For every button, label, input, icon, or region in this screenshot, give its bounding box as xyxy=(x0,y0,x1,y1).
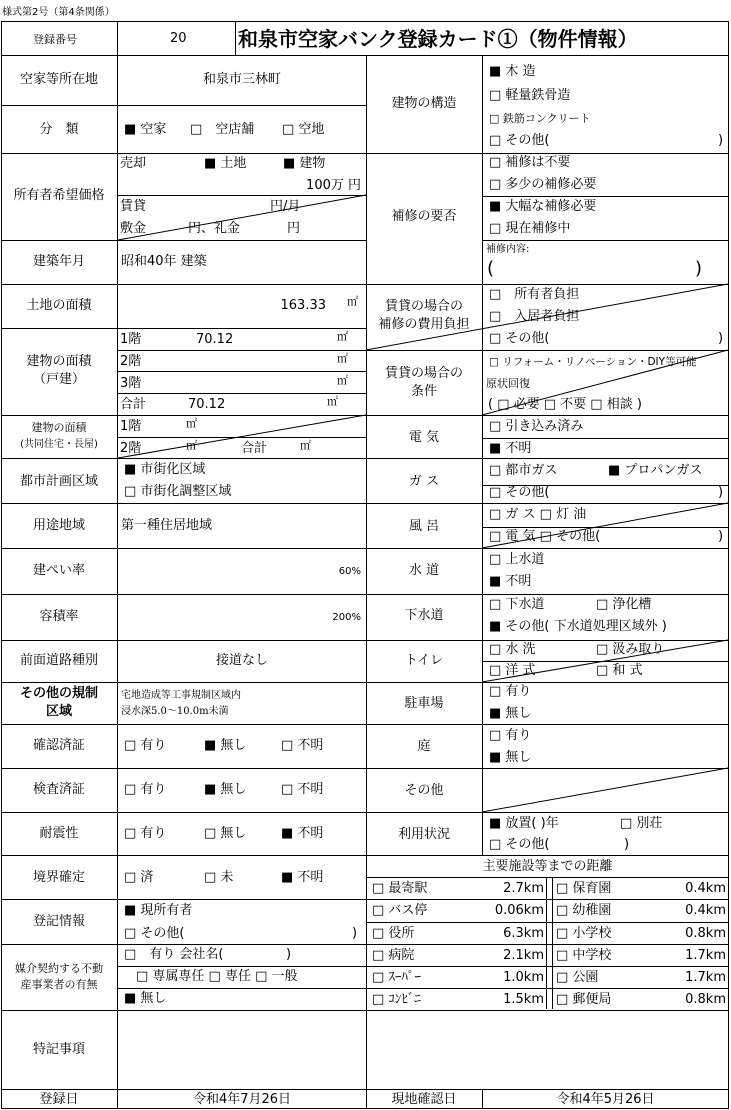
garden-opt2: ■ 無し xyxy=(489,750,532,765)
repair-opt3: ■ 大幅な補修必要 xyxy=(489,199,597,214)
gas-opt2: □ その他( xyxy=(489,485,550,500)
seismic-opt3: ■ 不明 xyxy=(281,826,324,841)
dist-a-value: 2.7km xyxy=(503,881,544,896)
other-reg-label1: その他の規制 xyxy=(19,686,98,701)
dist-b-label: □ 郵便局 xyxy=(556,992,612,1007)
repair-open: ( xyxy=(487,258,495,279)
broker-label1: 媒介契約する不動 xyxy=(15,962,103,975)
coverage-value: 60% xyxy=(338,566,361,577)
electric-opt2: ■ 不明 xyxy=(489,441,532,456)
dist-a-label: □ バス停 xyxy=(372,903,428,918)
dist-b-value: 0.8km xyxy=(685,992,726,1007)
reg-date-label: 登録日 xyxy=(39,1092,79,1107)
parking-opt1: □ 有り xyxy=(489,684,532,699)
total-value: 70.12 xyxy=(188,397,226,412)
total-label: 合計 xyxy=(120,397,147,412)
seismic-opt1: □ 有り xyxy=(124,826,167,841)
electric-opt1: □ 引き込み済み xyxy=(489,419,584,434)
location-value: 和泉市三林町 xyxy=(202,72,281,87)
other-label: その他 xyxy=(404,783,444,798)
structure-opt2: □ 軽量鉄骨造 xyxy=(489,88,571,103)
built-label: 建築年月 xyxy=(32,254,85,269)
rent-cond-label1: 賃貸の場合の xyxy=(384,366,463,381)
bath-opt1: □ ガ ス □ 灯 油 xyxy=(489,507,587,522)
bath-close: ) xyxy=(718,529,724,544)
gas-opt1: □ 都市ガス xyxy=(489,463,558,478)
toilet-opt1: □ 水 洗 xyxy=(489,642,536,657)
road-label: 前面道路種別 xyxy=(19,653,98,668)
registration-label: 登記情報 xyxy=(32,914,85,929)
distances-title: 主要施設等までの距離 xyxy=(482,859,613,874)
land-area-value: 163.33 xyxy=(280,298,326,313)
floor2-unit: ㎡ xyxy=(337,352,348,365)
repair-cost-label2: 補修の費用負担 xyxy=(378,317,470,332)
registration-opt2: □ その他( xyxy=(124,926,185,941)
inspect-label: 検査済証 xyxy=(32,782,85,797)
far-value: 200% xyxy=(332,612,361,623)
shared-floor1: 1階 xyxy=(120,419,142,434)
rent-cond-opt2: 原状回復 xyxy=(486,377,530,390)
site-date-label: 現地確認日 xyxy=(391,1092,457,1107)
other-reg-line2: 浸水深5.0～10.0m未満 xyxy=(121,706,229,717)
floor1-value: 70.12 xyxy=(196,332,234,347)
city-planning-opt1: ■ 市街化区域 xyxy=(124,462,206,477)
inspect-opt1: □ 有り xyxy=(124,782,167,797)
dist-a-label: □ 最寄駅 xyxy=(372,881,428,896)
toilet-label: トイレ xyxy=(404,653,444,668)
usage-label: 利用状況 xyxy=(397,827,450,842)
far-label: 容積率 xyxy=(39,609,79,624)
usage-opt2: □ その他( xyxy=(489,837,550,852)
sewer-opt1: □ 下水道 xyxy=(489,597,545,612)
boundary-opt2: □ 未 xyxy=(204,870,234,885)
dist-a-label: □ 病院 xyxy=(372,948,415,963)
land-area-unit: ㎡ xyxy=(347,295,358,308)
parking-opt2: ■ 無し xyxy=(489,706,532,721)
class-vacant-store: □ 空店舗 xyxy=(190,122,255,137)
reg-no-value: 20 xyxy=(170,31,187,46)
toilet-opt2: □ 洋 式 xyxy=(489,663,536,678)
boundary-opt3: ■ 不明 xyxy=(281,870,324,885)
dist-b-label: □ 公園 xyxy=(556,970,599,985)
floor1-label: 1階 xyxy=(120,332,142,347)
repair-cost-close: ) xyxy=(718,331,724,346)
class-vacant-house: ■ 空家 xyxy=(124,122,167,137)
dist-a-label: □ ｽｰﾊﾟｰ xyxy=(372,970,421,985)
confirm-opt2: ■ 無し xyxy=(204,738,247,753)
broker-opt1: □ 有り 会社名( xyxy=(124,947,224,962)
rent-cond-label2: 条件 xyxy=(410,384,437,399)
water-opt2: ■ 不明 xyxy=(489,574,532,589)
structure-opt1: ■ 木 造 xyxy=(489,64,536,79)
other-reg-label2: 区域 xyxy=(45,704,72,719)
dist-b-label: □ 保育園 xyxy=(556,881,612,896)
confirm-opt3: □ 不明 xyxy=(281,738,324,753)
built-value: 昭和40年 建築 xyxy=(121,254,207,269)
repair-opt2: □ 多少の補修必要 xyxy=(489,177,597,192)
dist-a-value: 6.3km xyxy=(503,926,544,941)
gas-label: ガ ス xyxy=(408,474,440,489)
structure-opt4: □ その他( xyxy=(489,133,550,148)
zoning-label: 用途地域 xyxy=(32,518,85,533)
dist-b-value: 1.7km xyxy=(685,948,726,963)
other-reg-line1: 宅地造成等工事規制区域内 xyxy=(121,690,241,701)
repair-cost-opt3: □ その他( xyxy=(489,331,550,346)
repair-close: ) xyxy=(695,258,703,279)
location-label: 空家等所在地 xyxy=(19,72,98,87)
shared-floor2: 2階 xyxy=(120,441,142,456)
toilet-opt1b: □ 汲み取り xyxy=(596,642,665,657)
dist-b-value: 0.8km xyxy=(685,926,726,941)
gas-opt1b: ■ プロパンガス xyxy=(608,463,703,478)
dist-b-label: □ 小学校 xyxy=(556,926,612,941)
registration-opt1: ■ 現所有者 xyxy=(124,903,193,918)
price-key-unit: 円 xyxy=(287,221,301,236)
rent-cond-opt3: ( □ 必要 □ 不要 □ 相談 ) xyxy=(488,397,642,412)
dist-a-value: 1.0km xyxy=(503,970,544,985)
form-title: 和泉市空家バンク登録カード①（物件情報） xyxy=(238,27,638,51)
price-amount: 100万 円 xyxy=(306,178,361,193)
structure-close: ) xyxy=(718,133,724,148)
repair-opt4: □ 現在補修中 xyxy=(489,221,571,236)
dist-a-label: □ ｺﾝﾋﾞﾆ xyxy=(372,992,421,1007)
shared-total-unit: ㎡ xyxy=(300,439,311,452)
boundary-label: 境界確定 xyxy=(32,870,85,885)
broker-label2: 産事業者の有無 xyxy=(20,978,98,991)
parking-label: 駐車場 xyxy=(404,696,444,711)
shared-area-label: 建物の面積 xyxy=(31,421,87,434)
gas-close: ) xyxy=(718,485,724,500)
garden-opt1: □ 有り xyxy=(489,728,532,743)
reg-no-label: 登録番号 xyxy=(33,33,77,46)
usage-opt1: ■ 放置( )年 xyxy=(489,816,559,831)
road-value: 接道なし xyxy=(215,653,268,668)
bath-opt2: □ 電 気 □ その他( xyxy=(489,529,601,544)
rent-cond-opt1: □ リフォーム・リノベーション・DIY等可能 xyxy=(489,356,697,368)
usage-close: ) xyxy=(624,837,630,852)
price-label: 所有者希望価格 xyxy=(13,188,105,203)
inspect-opt3: □ 不明 xyxy=(281,782,324,797)
dist-a-value: 2.1km xyxy=(503,948,544,963)
dist-b-label: □ 中学校 xyxy=(556,948,612,963)
repair-detail-label: 補修内容: xyxy=(486,244,530,255)
repair-opt1: □ 補修は不要 xyxy=(489,155,571,170)
site-date-value: 令和4年5月26日 xyxy=(556,1092,655,1107)
price-sale: 売却 xyxy=(120,156,147,171)
sewer-opt2: ■ その他( 下水道処理区域外 ) xyxy=(489,619,667,634)
structure-opt3: □ 鉄筋コンクリート xyxy=(489,112,591,125)
dist-b-value: 0.4km xyxy=(685,903,726,918)
notes-label: 特記事項 xyxy=(32,1042,85,1057)
floor3-unit: ㎡ xyxy=(337,374,348,387)
repair-cost-label1: 賃貸の場合の xyxy=(384,299,463,314)
price-deposit-unit: 円、礼金 xyxy=(188,221,241,236)
building-area-sub: （戸建） xyxy=(32,372,85,387)
broker-close: ) xyxy=(286,947,292,962)
seismic-label: 耐震性 xyxy=(39,826,79,841)
class-vacant-land: □ 空地 xyxy=(282,122,325,137)
inspect-opt2: ■ 無し xyxy=(204,782,247,797)
floor3-label: 3階 xyxy=(120,376,142,391)
dist-b-value: 0.4km xyxy=(685,881,726,896)
price-building: ■ 建物 xyxy=(283,156,326,171)
usage-opt1b: □ 別荘 xyxy=(620,816,663,831)
land-area-label: 土地の面積 xyxy=(26,298,92,313)
water-label: 水 道 xyxy=(408,563,440,578)
shared-floor1-unit: ㎡ xyxy=(186,417,197,430)
garden-label: 庭 xyxy=(417,739,431,754)
broker-types: □ 専属専任 □ 専任 □ 一般 xyxy=(136,969,298,984)
price-rent: 賃貸 xyxy=(120,199,147,214)
sewer-opt1b: □ 浄化槽 xyxy=(596,597,652,612)
dist-a-value: 1.5km xyxy=(503,992,544,1007)
dist-a-label: □ 役所 xyxy=(372,926,415,941)
shared-area-sub: (共同住宅・長屋) xyxy=(20,439,98,450)
dist-b-value: 1.7km xyxy=(685,970,726,985)
price-deposit: 敷金 xyxy=(120,221,147,236)
price-land: ■ 土地 xyxy=(204,156,247,171)
form-number: 様式第2号（第4条関係） xyxy=(2,7,115,18)
city-planning-label: 都市計画区域 xyxy=(19,474,98,489)
dist-b-label: □ 幼稚園 xyxy=(556,903,612,918)
confirm-opt1: □ 有り xyxy=(124,738,167,753)
boundary-opt1: □ 済 xyxy=(124,870,154,885)
confirm-label: 確認済証 xyxy=(32,738,85,753)
floor2-label: 2階 xyxy=(120,354,142,369)
city-planning-opt2: □ 市街化調整区域 xyxy=(124,484,232,499)
toilet-opt2b: □ 和 式 xyxy=(596,663,643,678)
total-unit: ㎡ xyxy=(327,395,338,408)
structure-label: 建物の構造 xyxy=(391,96,457,111)
classification-label: 分 類 xyxy=(39,122,79,137)
electric-label: 電 気 xyxy=(408,430,440,445)
coverage-label: 建ぺい率 xyxy=(32,563,85,578)
bath-label: 風 呂 xyxy=(408,519,440,534)
dist-a-value: 0.06km xyxy=(494,903,544,918)
repair-cost-opt2: □ 入居者負担 xyxy=(489,309,580,324)
registration-close: ) xyxy=(352,926,358,941)
shared-floor2-unit: ㎡ xyxy=(186,439,197,452)
zoning-value: 第一種住居地域 xyxy=(121,518,213,533)
sewer-label: 下水道 xyxy=(404,608,444,623)
price-rent-unit: 円/月 xyxy=(270,199,301,214)
broker-opt2: ■ 無し xyxy=(124,991,167,1006)
shared-total: 合計 xyxy=(241,441,268,456)
water-opt1: □ 上水道 xyxy=(489,552,545,567)
repair-cost-opt1: □ 所有者負担 xyxy=(489,287,580,302)
reg-date-value: 令和4年7月26日 xyxy=(192,1092,292,1107)
building-area-label: 建物の面積 xyxy=(26,354,92,369)
floor1-unit: ㎡ xyxy=(337,330,348,343)
repair-label: 補修の要否 xyxy=(391,209,457,224)
seismic-opt2: □ 無し xyxy=(204,826,247,841)
